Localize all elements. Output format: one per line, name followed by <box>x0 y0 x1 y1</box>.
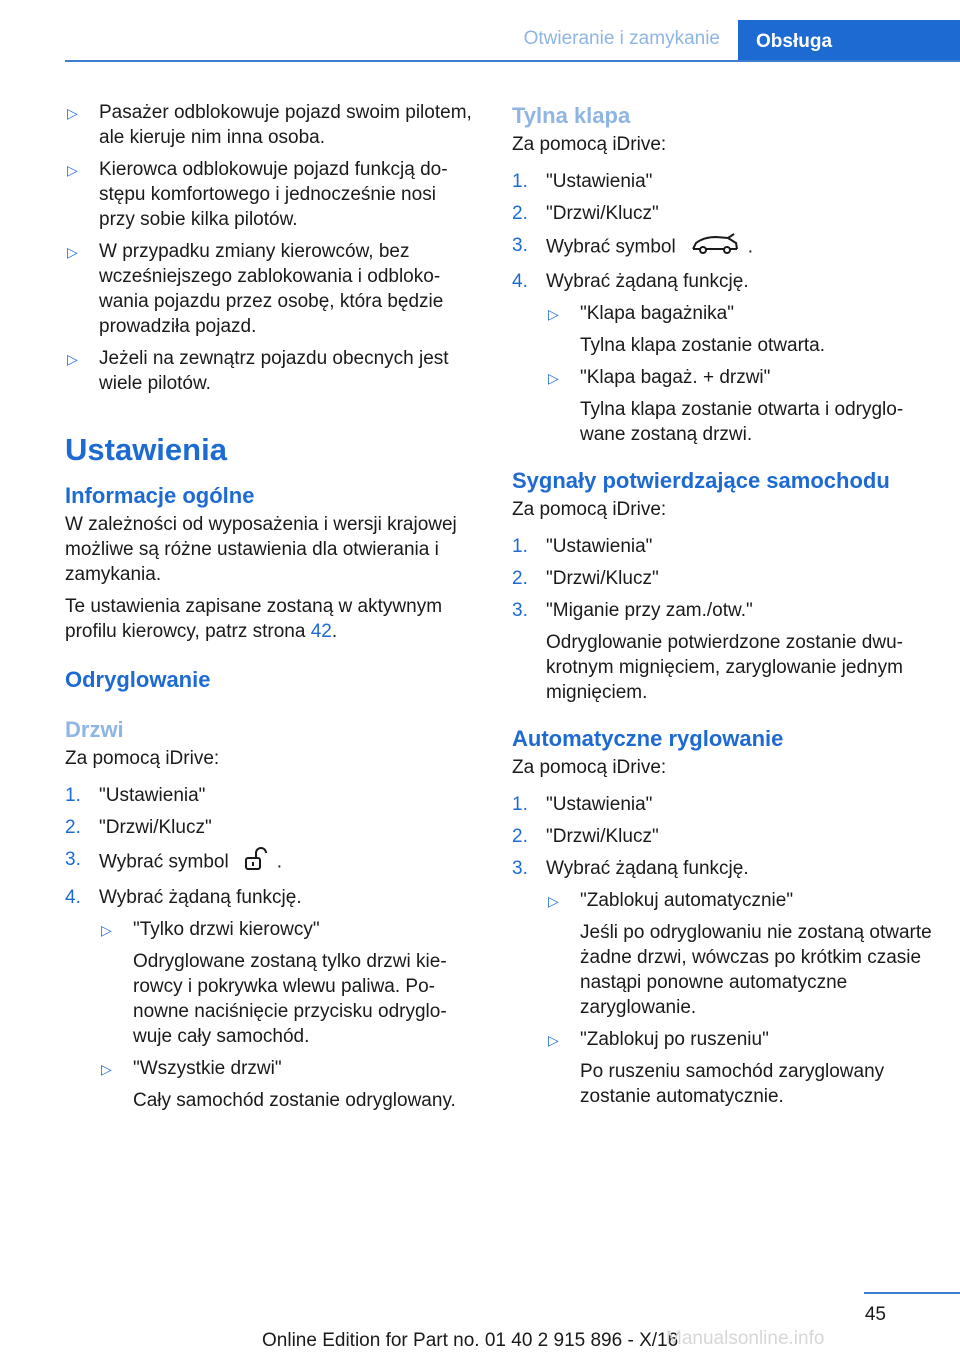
list-item <box>512 824 932 849</box>
list-item <box>512 269 932 447</box>
page-header <box>65 0 960 62</box>
option-title: "Klapa bagaż. + drzwi" <box>580 367 771 388</box>
steps-autolock <box>512 792 932 1109</box>
list-item: ▷ Kierowca odblokowuje pojazd funkcją dostępu komfortowego i jednocześnie nosi przy sobie kilka pilotów. <box>65 157 475 232</box>
list-item <box>65 783 475 808</box>
step-number: 1. <box>512 171 528 192</box>
step-text-end: . <box>276 851 282 873</box>
list-item: ▷ Pasażer odblokowuje pojazd swoim pilotem, ale kieruje nim inna osoba. <box>65 100 475 150</box>
option-description: Jeśli po odryglowaniu nie zostaną otwarte żadne drzwi, wówczas po krótkim czasie nastąpi ponowne automatyczne zaryglowanie. <box>580 922 932 1018</box>
step-text-end: . <box>747 236 753 258</box>
heading-drzwi: Drzwi <box>65 717 124 742</box>
paragraph-idrive: Za pomocą iDrive: <box>512 499 667 520</box>
list-item <box>512 534 932 559</box>
step-text: "Ustawienia" <box>546 536 653 557</box>
list-item <box>65 847 475 878</box>
step-text: Wybrać symbol <box>546 236 676 258</box>
header-chapter-tab[interactable]: Obsługa <box>738 20 960 62</box>
step-number: 3. <box>512 235 528 256</box>
header-rule <box>65 60 960 62</box>
heading-odryglowanie: Odryglowanie <box>65 667 211 692</box>
steps-signals <box>512 534 932 705</box>
paragraph-profile-end: . <box>331 621 338 642</box>
step-text: "Drzwi/Klucz" <box>546 826 659 847</box>
option-title: "Wszystkie drzwi" <box>133 1058 282 1079</box>
watermark: Manualsonline.info <box>666 1328 825 1349</box>
step-text: Wybrać żądaną funkcję. <box>99 887 302 908</box>
list-item <box>546 888 932 1020</box>
list-item <box>65 815 475 840</box>
page-footer <box>0 1292 960 1362</box>
option-title: "Zablokuj automatycznie" <box>580 890 794 911</box>
step-text: "Ustawienia" <box>546 171 653 192</box>
list-item: ▷ W przypadku zmiany kierowców, bez wcześniejszego zablokowania i odblokowania pojazdu przez osobę, która będzie prowadziła pojazd. <box>65 239 475 339</box>
heading-tylna-klapa: Tylna klapa <box>512 103 631 128</box>
step-text: "Drzwi/Klucz" <box>546 203 659 224</box>
step-number: 2. <box>512 826 528 847</box>
paragraph-idrive: Za pomocą iDrive: <box>512 134 667 155</box>
heading-sygnaly: Sygnały potwierdzające samochodu <box>512 468 890 493</box>
list-item <box>512 169 932 194</box>
step-number: 1. <box>512 536 528 557</box>
left-column <box>65 100 475 1120</box>
paragraph-profile-text: Te ustawienia zapisane zostaną w aktywnym profilu kierowcy, patrz strona <box>65 596 443 642</box>
list-item <box>99 917 475 1049</box>
list-item <box>546 1027 932 1109</box>
list-item <box>512 566 932 591</box>
intro-bullet-list <box>65 100 475 396</box>
car-tailgate-icon <box>690 233 740 262</box>
door-lock-icon <box>243 847 269 878</box>
step-number: 4. <box>512 271 528 292</box>
option-description: Cały samochód zostanie odryglowany. <box>133 1090 456 1111</box>
step-description: Odryglowanie potwierdzone zostanie dwukrotnym mignięciem, zaryglowanie jednym mignięciem. <box>546 632 903 703</box>
paragraph-idrive: Za pomocą iDrive: <box>512 757 667 778</box>
autolock-options <box>546 888 932 1109</box>
tailgate-options <box>546 301 932 447</box>
right-column <box>512 100 932 1116</box>
step-number: 4. <box>65 887 81 908</box>
list-item: ▷ Jeżeli na zewnątrz pojazdu obecnych jest wiele pilotów. <box>65 346 475 396</box>
heading-informacje-ogolne: Informacje ogólne <box>65 483 255 508</box>
edition-line: Online Edition for Part no. 01 40 2 915 896 - X/16 <box>262 1330 679 1351</box>
step-number: 2. <box>512 203 528 224</box>
page-link-42[interactable]: 42 <box>310 621 332 642</box>
step-number: 2. <box>512 568 528 589</box>
step-text: "Drzwi/Klucz" <box>99 817 212 838</box>
option-description: Tylna klapa zostanie otwarta. <box>580 335 826 356</box>
paragraph-idrive: Za pomocą iDrive: <box>65 748 220 769</box>
footer-rule <box>864 1292 960 1294</box>
list-item <box>512 598 932 705</box>
paragraph-profile <box>65 594 475 644</box>
heading-automatyczne-ryglowanie: Automatyczne ryglowanie <box>512 726 784 751</box>
option-title: "Klapa bagażnika" <box>580 303 734 324</box>
step-number: 2. <box>65 817 81 838</box>
step-text: "Miganie przy zam./otw." <box>546 600 753 621</box>
step-number: 1. <box>65 785 81 806</box>
option-title: "Zablokuj po ruszeniu" <box>580 1029 769 1050</box>
steps-doors <box>65 783 475 1113</box>
option-title: "Tylko drzwi kierowcy" <box>133 919 320 940</box>
step-number: 1. <box>512 794 528 815</box>
steps-tailgate <box>512 169 932 447</box>
step-text: Wybrać żądaną funkcję. <box>546 858 749 879</box>
list-item <box>512 233 932 262</box>
option-description: Po ruszeniu samochód zaryglowany zostanie automatycznie. <box>580 1061 885 1107</box>
step-number: 3. <box>65 849 81 870</box>
list-item <box>65 885 475 1113</box>
page-number: 45 <box>864 1304 886 1325</box>
list-item <box>546 301 932 358</box>
step-text: Wybrać symbol <box>99 851 229 873</box>
option-description: Odryglowane zostaną tylko drzwi kierowcy i pokrywka wlewu paliwa. Ponowne naciśnięcie przycisku odryglowuje cały samochód. <box>133 951 447 1047</box>
paragraph-info: W zależności od wyposażenia i wersji krajowej możliwe są różne ustawienia dla otwierania i zamykania. <box>65 514 457 585</box>
heading-ustawienia: Ustawienia <box>65 432 227 467</box>
step-text: "Ustawienia" <box>546 794 653 815</box>
step-text: "Drzwi/Klucz" <box>546 568 659 589</box>
list-item <box>512 856 932 1109</box>
door-options <box>99 917 475 1113</box>
step-number: 3. <box>512 858 528 879</box>
list-item <box>546 365 932 447</box>
option-description: Tylna klapa zostanie otwarta i odryglowane zostaną drzwi. <box>580 399 904 445</box>
header-section-title: Otwieranie i zamykanie <box>523 28 720 49</box>
step-text: "Ustawienia" <box>99 785 206 806</box>
step-number: 3. <box>512 600 528 621</box>
step-text: Wybrać żądaną funkcję. <box>546 271 749 292</box>
list-item <box>512 201 932 226</box>
list-item <box>512 792 932 817</box>
list-item <box>99 1056 475 1113</box>
